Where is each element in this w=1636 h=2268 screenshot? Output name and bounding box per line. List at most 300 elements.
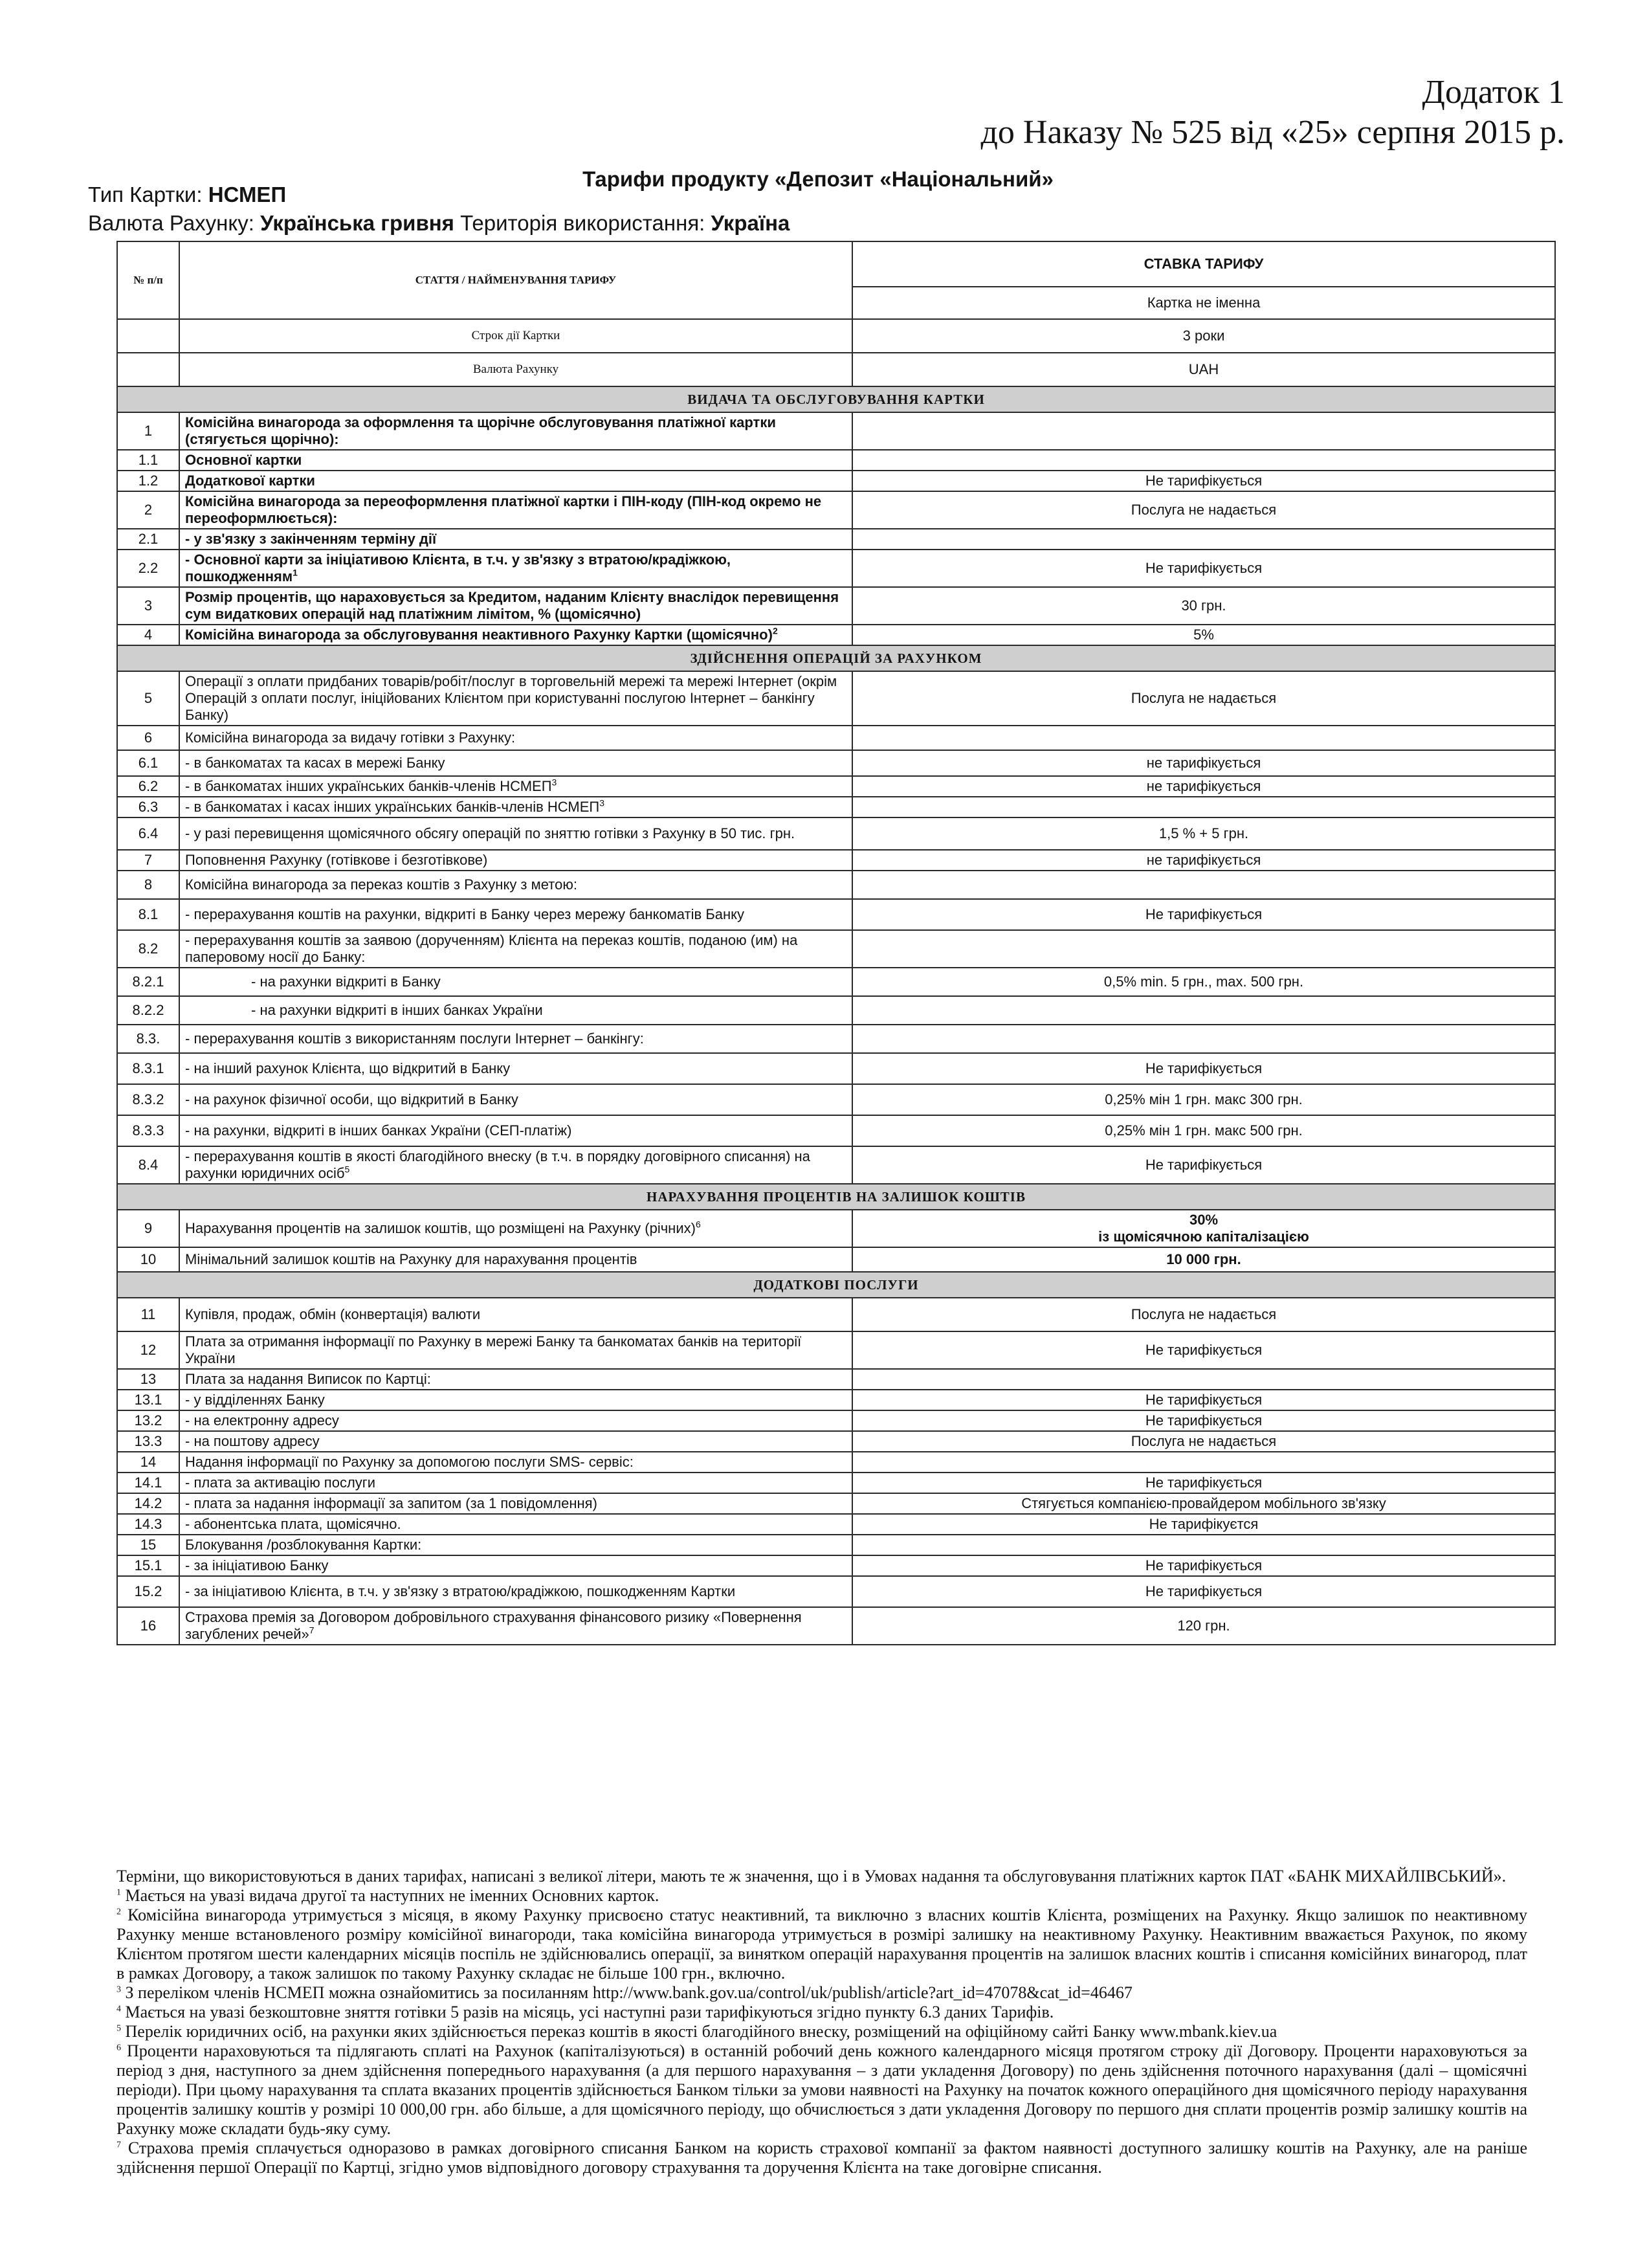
footnote-mark: 3 [551, 777, 557, 788]
row-article-text: - в банкоматах та касах в мережі Банку [185, 755, 445, 771]
row-number: 6.3 [117, 797, 179, 817]
row-article [179, 1390, 852, 1410]
row-rate [852, 1331, 1555, 1369]
row-rate-text: не тарифікується [1146, 778, 1261, 794]
row-number: 15.1 [117, 1555, 179, 1576]
row-rate-text: Не тарифікується [1145, 1342, 1263, 1358]
footnote-text: Мається на увазі безкоштовне зняття готівки 5 разів на місяць, усі наступні рази тарифікуються згідно пункту 6.3 даних Тарифів. [121, 2003, 1054, 2021]
row-article-text: - у відділеннях Банку [185, 1392, 325, 1408]
row-rate [852, 1210, 1555, 1247]
table-row [117, 1493, 1555, 1514]
row-number: 8.1 [117, 899, 179, 930]
row-article [179, 1298, 852, 1331]
row-rate [852, 529, 1555, 550]
row-article-text: Купівля, продаж, обмін (конвертація) валюти [185, 1306, 481, 1322]
row-rate [852, 1555, 1555, 1576]
row-rate-text: Послуга не надається [1131, 690, 1277, 706]
header-article: СТАТТЯ / НАЙМЕНУВАННЯ ТАРИФУ [179, 241, 852, 319]
row-rate [852, 587, 1555, 625]
row-article [179, 1210, 852, 1247]
row-rate [852, 1115, 1555, 1146]
validity-num [117, 319, 179, 353]
row-article [179, 817, 852, 850]
table-row [117, 797, 1555, 817]
currency-row-label: Валюта Рахунку [179, 353, 852, 386]
territory-label: Територія використання: [460, 211, 705, 235]
row-article-text: Комісійна винагорода за переказ коштів з Рахунку з метою: [185, 876, 577, 893]
row-article-text: - за ініціативою Клієнта, в т.ч. у зв'язку з втратою/крадіжкою, пошкодженням Картки [185, 1583, 736, 1599]
row-rate-note: із щомісячною капіталізацією [1098, 1228, 1309, 1245]
territory-value: Україна [711, 211, 790, 235]
row-rate-text: Не тарифікуєтся [1149, 1516, 1259, 1532]
footnote-text: Мається на увазі видача другої та наступних не іменних Основних карток. [121, 1886, 659, 1905]
row-article-text: - на поштову адресу [185, 1433, 320, 1449]
row-rate-text: Послуга не надається [1131, 1306, 1277, 1322]
table-row [117, 1514, 1555, 1535]
table-row [117, 1431, 1555, 1452]
row-number: 14.3 [117, 1514, 179, 1535]
row-number: 6.2 [117, 776, 179, 797]
row-article-text: Плата за отримання інформації по Рахунку в мережі Банку та банкоматах банків на території України [185, 1333, 802, 1366]
row-number: 6 [117, 726, 179, 750]
row-number: 6.4 [117, 817, 179, 850]
row-number: 15 [117, 1535, 179, 1555]
row-number: 1.2 [117, 471, 179, 491]
row-article-text: Комісійна винагорода за обслуговування неактивного Рахунку Картки (щомісячно) [185, 627, 773, 643]
row-rate-text: Не тарифікується [1145, 1412, 1263, 1429]
table-row [117, 726, 1555, 750]
row-rate [852, 1607, 1555, 1645]
table-row [117, 968, 1555, 996]
row-number: 10 [117, 1247, 179, 1272]
table-row [117, 1146, 1555, 1184]
row-rate-text: 10 000 грн. [1166, 1251, 1241, 1267]
footnote-number: 2 [116, 1907, 121, 1917]
row-article [179, 471, 852, 491]
row-rate-text: Не тарифікується [1145, 1157, 1263, 1173]
footnote-mark: 3 [599, 797, 605, 808]
table-row [117, 550, 1555, 587]
row-article-text: - плата за надання інформації за запитом (за 1 повідомлення) [185, 1495, 597, 1511]
table-row [117, 817, 1555, 850]
row-rate-text: Стягується компанією-провайдером мобільного зв'язку [1021, 1495, 1386, 1511]
footnote-item [116, 1886, 1527, 1906]
row-rate [852, 1431, 1555, 1452]
row-article [179, 1514, 852, 1535]
row-article-text: - у разі перевищення щомісячного обсягу операцій по зняттю готівки з Рахунку в 50 тис. грн. [185, 825, 795, 841]
row-rate-text: Не тарифікується [1145, 906, 1263, 922]
row-article [179, 1452, 852, 1473]
annex-number: Додаток 1 [1422, 74, 1565, 111]
row-number: 8.2 [117, 930, 179, 968]
row-rate [852, 1298, 1555, 1331]
row-rate [852, 1493, 1555, 1514]
footnote-item [116, 1983, 1527, 2003]
row-number: 8.4 [117, 1146, 179, 1184]
row-rate-text: не тарифікується [1146, 852, 1261, 868]
row-number: 13.1 [117, 1390, 179, 1410]
row-rate-text: 0,25% мін 1 грн. макс 300 грн. [1105, 1091, 1303, 1107]
row-number: 8.3.1 [117, 1053, 179, 1084]
row-article-text: Мінімальний залишок коштів на Рахунку для нарахування процентів [185, 1251, 637, 1267]
table-row [117, 850, 1555, 871]
table-row [117, 412, 1555, 450]
tariff-table-body [117, 241, 1555, 1645]
row-rate [852, 871, 1555, 899]
table-header-row [117, 241, 1555, 287]
row-article [179, 1535, 852, 1555]
row-rate-text: Не тарифікується [1145, 1392, 1263, 1408]
row-article-text: Розмір процентів, що нараховується за Кредитом, наданим Клієнту внаслідок перевищення сум видаткових операцій над платіжним лімітом, % (щомісячно) [185, 589, 839, 622]
table-row [117, 471, 1555, 491]
footnote-item [116, 1906, 1527, 1983]
row-number: 1 [117, 412, 179, 450]
table-row [117, 671, 1555, 726]
row-article-text: Нарахування процентів на залишок коштів, що розміщені на Рахунку (річних) [185, 1220, 696, 1236]
row-article-text: Комісійна винагорода за видачу готівки з Рахунку: [185, 729, 516, 746]
card-type-label: Тип Картки: [88, 183, 203, 206]
row-number: 11 [117, 1298, 179, 1331]
row-rate [852, 1473, 1555, 1493]
row-article-text: Операції з оплати придбаних товарів/робіт/послуг в торговельній мережі та мережі Інтернет (окрім Операцій з оплати послуг, ініційованих Клієнтом при користуванні послугою Інтернет – банкінгу Банку) [185, 673, 837, 723]
row-article [179, 797, 852, 817]
row-article-text: - перерахування коштів з використанням послуги Інтернет – банкінгу: [185, 1030, 644, 1047]
row-article [179, 776, 852, 797]
row-article [179, 529, 852, 550]
table-row [117, 1298, 1555, 1331]
row-article [179, 1555, 852, 1576]
row-number: 2.2 [117, 550, 179, 587]
footnote-text: Страхова премія сплачується одноразово в рамках договірного списання Банком на користь страхової компанії за фактом наявності доступного залишку коштів на Рахунку, але на раніше здійснення першої Операції по Картці, згідно умов відповідного договору страхування та доручення Клієнта на таке договірне списання. [116, 2139, 1527, 2177]
annex-reference [980, 72, 1565, 153]
row-article-text: - в банкоматах і касах інших українських банків-членів НСМЕП [185, 799, 600, 815]
row-rate [852, 850, 1555, 871]
table-row [117, 750, 1555, 776]
row-rate [852, 930, 1555, 968]
row-rate-text: 0,25% мін 1 грн. макс 500 грн. [1105, 1122, 1303, 1139]
table-row [117, 1390, 1555, 1410]
section-title: ЗДІЙСНЕННЯ ОПЕРАЦІЙ ЗА РАХУНКОМ [117, 645, 1555, 671]
footnote-number: 6 [116, 2043, 121, 2053]
footnote-mark: 5 [344, 1164, 350, 1175]
row-article-text: Комісійна винагорода за переоформлення платіжної картки і ПІН-коду (ПІН-код окремо не переоформлюється): [185, 493, 822, 526]
footnotes [116, 1867, 1527, 2177]
row-article [179, 491, 852, 529]
row-rate [852, 671, 1555, 726]
row-article [179, 1084, 852, 1115]
row-article [179, 1115, 852, 1146]
row-number: 7 [117, 850, 179, 871]
row-article [179, 968, 852, 996]
row-article-text: - на рахунки, відкриті в інших банках України (СЕП-платіж) [185, 1122, 572, 1139]
row-article-text: - перерахування коштів в якості благодійного внеску (в т.ч. в порядку договірного списання) на рахунки юридичних осіб [185, 1148, 810, 1181]
row-number: 8.2.1 [117, 968, 179, 996]
page-title: Тарифи продукту «Депозит «Національний» [582, 167, 1054, 191]
row-article [179, 671, 852, 726]
table-row [117, 450, 1555, 471]
footnote-mark: 7 [309, 1625, 315, 1636]
footnote-item [116, 2139, 1527, 2177]
row-rate-text: Не тарифікується [1145, 1474, 1263, 1491]
row-article [179, 1473, 852, 1493]
footnote-number: 4 [116, 2004, 121, 2014]
footnote-text: Проценти нараховуються та підлягають сплаті на Рахунок (капіталізуються) в останній робочий день кожного календарного місяця протягом строку дії Договору. Проценти нараховуються за період з дня, наступного за днем здійснення попереднього нарахування (а для першого нарахування – з дати укладення Договору) по день здійснення поточного нарахування (далі – щомісячні періоди). При цьому нарахування та сплата вказаних процентів здійснюється Банком тільки за умови наявності на Рахунку на початок кожного операційного дня щомісячного періоду нарахування процентів залишку коштів у розмірі 10 000,00 грн. або більше, а для щомісячного періоду, що обчислюється з дати укладення Договору по першого дня сплати процентів розмір залишку коштів на Рахунку може складати будь-яку суму. [116, 2041, 1527, 2138]
row-rate-text: Послуга не надається [1131, 1433, 1277, 1449]
row-article-text: - плата за активацію послуги [185, 1474, 376, 1491]
row-article [179, 1369, 852, 1390]
row-article-text: - на рахунки відкриті в інших банках України [251, 1002, 543, 1018]
row-number: 9 [117, 1210, 179, 1247]
row-rate [852, 1247, 1555, 1272]
row-article [179, 587, 852, 625]
row-article [179, 1431, 852, 1452]
validity-label: Строк дії Картки [179, 319, 852, 353]
row-article [179, 1025, 852, 1053]
row-rate-text: Не тарифікується [1145, 1557, 1263, 1573]
footnote-list [116, 1886, 1527, 2177]
table-row [117, 1576, 1555, 1607]
row-article-text: - у зв'язку з закінченням терміну дії [185, 531, 437, 547]
footnote-mark: 1 [293, 567, 298, 578]
row-article [179, 899, 852, 930]
row-number: 8.3.3 [117, 1115, 179, 1146]
footnote-mark: 2 [772, 625, 778, 636]
row-number: 8.3.2 [117, 1084, 179, 1115]
row-article-text: Плата за надання Виписок по Картці: [185, 1371, 431, 1387]
row-number: 8.2.2 [117, 996, 179, 1025]
row-rate [852, 625, 1555, 645]
row-rate-text: не тарифікується [1146, 755, 1261, 771]
header-rate-sub: Картка не іменна [852, 287, 1555, 319]
table-row [117, 1607, 1555, 1645]
row-article [179, 750, 852, 776]
currency-label: Валюта Рахунку: [88, 211, 254, 235]
row-number: 6.1 [117, 750, 179, 776]
row-rate [852, 412, 1555, 450]
table-row [117, 899, 1555, 930]
row-number: 13.3 [117, 1431, 179, 1452]
row-article [179, 1053, 852, 1084]
section-title: ДОДАТКОВІ ПОСЛУГИ [117, 1272, 1555, 1298]
section-header-row [117, 1272, 1555, 1298]
footnote-item [116, 2022, 1527, 2041]
row-rate-text: Послуга не надається [1131, 502, 1277, 518]
row-article-text: Надання інформації по Рахунку за допомогою послуги SMS- сервіс: [185, 1454, 634, 1470]
row-article [179, 1493, 852, 1514]
row-article [179, 1607, 852, 1645]
order-reference: до Наказу № 525 від «25» серпня 2015 р. [980, 114, 1565, 151]
table-row [117, 930, 1555, 968]
row-article-text: - на рахунок фізичної особи, що відкритий в Банку [185, 1091, 518, 1107]
table-row [117, 1452, 1555, 1473]
row-article-text: - в банкоматах інших українських банків-членів НСМЕП [185, 778, 552, 794]
validity-value: 3 роки [852, 319, 1555, 353]
row-rate-text: 120 грн. [1177, 1618, 1230, 1634]
table-row [117, 529, 1555, 550]
table-row [117, 1247, 1555, 1272]
row-rate [852, 491, 1555, 529]
row-number: 4 [117, 625, 179, 645]
row-article [179, 412, 852, 450]
row-rate [852, 726, 1555, 750]
row-number: 2.1 [117, 529, 179, 550]
table-row [117, 625, 1555, 645]
table-row [117, 1473, 1555, 1493]
row-article-text: - за ініціативою Банку [185, 1557, 329, 1573]
footnote-mark: 6 [695, 1219, 701, 1230]
table-row [117, 1025, 1555, 1053]
row-article-text: Комісійна винагорода за оформлення та щорічне обслуговування платіжної картки (стягується щорічно): [185, 414, 776, 447]
row-rate [852, 1025, 1555, 1053]
row-number: 8 [117, 871, 179, 899]
row-article [179, 1146, 852, 1184]
row-rate-text: 0,5% min. 5 грн., max. 500 грн. [1103, 973, 1304, 990]
row-rate [852, 1452, 1555, 1473]
row-article-text: - на рахунки відкриті в Банку [251, 973, 441, 990]
row-article [179, 1247, 852, 1272]
row-rate [852, 968, 1555, 996]
currency-row [117, 353, 1555, 386]
footnote-number: 5 [116, 2023, 121, 2034]
footnote-item [116, 2003, 1527, 2022]
row-number: 12 [117, 1331, 179, 1369]
row-article [179, 850, 852, 871]
row-number: 15.2 [117, 1576, 179, 1607]
row-rate [852, 996, 1555, 1025]
table-row [117, 1084, 1555, 1115]
row-rate-text: Не тарифікується [1145, 1583, 1263, 1599]
section-title: ВИДАЧА ТА ОБСЛУГОВУВАННЯ КАРТКИ [117, 386, 1555, 412]
header-rate: СТАВКА ТАРИФУ [852, 241, 1555, 287]
section-title: НАРАХУВАННЯ ПРОЦЕНТІВ НА ЗАЛИШОК КОШТІВ [117, 1184, 1555, 1210]
row-rate-text: Не тарифікується [1145, 1060, 1263, 1076]
row-article-text: - перерахування коштів на рахунки, відкриті в Банку через мережу банкоматів Банку [185, 906, 745, 922]
footnote-text: Комісійна винагорода утримується з місяця, в якому Рахунку присвоєно статус неактивний, та виключно з власних коштів Клієнта, розміщених на Рахунку. Якщо залишок по неактивному Рахунку менше встановленого розміру комісійної винагороди, така комісійна винагорода утримується в розмірі залишку на неактивному Рахунку. Неактивним вважається Рахунок, по якому Клієнтом протягом шести календарних місяців поспіль не здійснювались операції, за винятком операцій нарахування процентів на залишок власних коштів і списання комісійних винагород, плат в рамках Договору, а також залишок по такому Рахунку складає не більше 100 грн., включно. [116, 1906, 1527, 1983]
row-number: 16 [117, 1607, 179, 1645]
row-rate-text: Не тарифікується [1145, 472, 1263, 489]
row-article-text: - перерахування коштів за заявою (дорученням) Клієнта на переказ коштів, поданою (им) на паперовому носії до Банку: [185, 932, 798, 965]
table-row [117, 587, 1555, 625]
row-article-text: - на електронну адресу [185, 1412, 339, 1429]
row-article [179, 625, 852, 645]
table-row [117, 1555, 1555, 1576]
table-row [117, 1210, 1555, 1247]
table-row [117, 776, 1555, 797]
footnotes-intro: Терміни, що використовуються в даних тарифах, написані з великої літери, мають те ж значення, що і в Умовах надання та обслуговування платіжних карток ПАТ «БАНК МИХАЙЛІВСЬКИЙ». [116, 1867, 1507, 1885]
validity-row [117, 319, 1555, 353]
row-article [179, 996, 852, 1025]
row-article [179, 1410, 852, 1431]
footnote-text: З переліком членів НСМЕП можна ознайомитись за посиланням http://www.bank.gov.ua/control/uk/publish/article?art_id=47078&cat_id=46467 [121, 1983, 1133, 2002]
table-row [117, 1115, 1555, 1146]
row-rate [852, 1535, 1555, 1555]
row-rate [852, 1084, 1555, 1115]
table-row [117, 491, 1555, 529]
row-number: 8.3. [117, 1025, 179, 1053]
footnote-number: 7 [116, 2140, 121, 2150]
table-row [117, 1535, 1555, 1555]
currency-value: Українська гривня [260, 211, 454, 235]
row-rate-text: 30% [1189, 1212, 1219, 1228]
row-article [179, 1576, 852, 1607]
row-number: 13 [117, 1369, 179, 1390]
row-article-text: Основної картки [185, 452, 302, 468]
table-row [117, 1053, 1555, 1084]
table-row [117, 1331, 1555, 1369]
row-rate [852, 1410, 1555, 1431]
row-rate-text: 5% [1193, 627, 1214, 643]
row-rate-text: Не тарифікується [1145, 560, 1263, 576]
table-row [117, 871, 1555, 899]
section-header-row [117, 1184, 1555, 1210]
row-rate [852, 1053, 1555, 1084]
row-article-text: Блокування /розблокування Картки: [185, 1537, 422, 1553]
row-number: 3 [117, 587, 179, 625]
row-article-text: - на інший рахунок Клієнта, що відкритий в Банку [185, 1060, 511, 1076]
row-article-text: Страхова премія за Договором добровільного страхування фінансового ризику «Повернення загублених речей» [185, 1609, 802, 1642]
row-number: 14.1 [117, 1473, 179, 1493]
footnote-text: Перелік юридичних осіб, на рахунки яких здійснюється переказ коштів в якості благодійного внеску, розміщений на офіційному сайті Банку www.mbank.kiev.ua [121, 2022, 1277, 2041]
row-rate [852, 450, 1555, 471]
section-header-row [117, 645, 1555, 671]
row-article-text: - Основної карти за ініціативою Клієнта, в т.ч. у зв'язку з втратою/крадіжкою, пошкодженням [185, 551, 731, 584]
row-article-text: - абонентська плата, щомісячно. [185, 1516, 401, 1532]
row-rate [852, 471, 1555, 491]
row-rate-text: 30 грн. [1181, 597, 1226, 614]
row-article [179, 1331, 852, 1369]
row-article [179, 871, 852, 899]
row-rate [852, 1369, 1555, 1390]
table-row [117, 996, 1555, 1025]
row-rate [852, 550, 1555, 587]
row-rate [852, 1576, 1555, 1607]
table-row [117, 1369, 1555, 1390]
currency-row-value: UAH [852, 353, 1555, 386]
row-rate [852, 1514, 1555, 1535]
row-article-text: Додаткової картки [185, 472, 315, 489]
row-rate [852, 817, 1555, 850]
row-rate [852, 1146, 1555, 1184]
row-number: 14 [117, 1452, 179, 1473]
section-header-row [117, 386, 1555, 412]
row-article-text: Поповнення Рахунку (готівкове і безготівкове) [185, 852, 488, 868]
row-rate [852, 899, 1555, 930]
row-article [179, 550, 852, 587]
card-type-value: НСМЕП [208, 183, 287, 206]
footnote-item [116, 2041, 1527, 2139]
row-rate [852, 750, 1555, 776]
header-num: № п/п [117, 241, 179, 319]
row-number: 5 [117, 671, 179, 726]
table-row [117, 1410, 1555, 1431]
row-number: 1.1 [117, 450, 179, 471]
row-rate [852, 797, 1555, 817]
row-rate-text: 1,5 % + 5 грн. [1158, 825, 1249, 841]
row-number: 2 [117, 491, 179, 529]
account-currency-line [88, 211, 790, 236]
row-rate [852, 776, 1555, 797]
row-rate [852, 1390, 1555, 1410]
footnote-number: 1 [116, 1887, 121, 1898]
row-article [179, 450, 852, 471]
card-type [88, 183, 286, 207]
tariff-table [116, 241, 1556, 1645]
row-number: 13.2 [117, 1410, 179, 1431]
row-article [179, 930, 852, 968]
footnote-number: 3 [116, 1984, 121, 1995]
row-article [179, 726, 852, 750]
currency-num [117, 353, 179, 386]
